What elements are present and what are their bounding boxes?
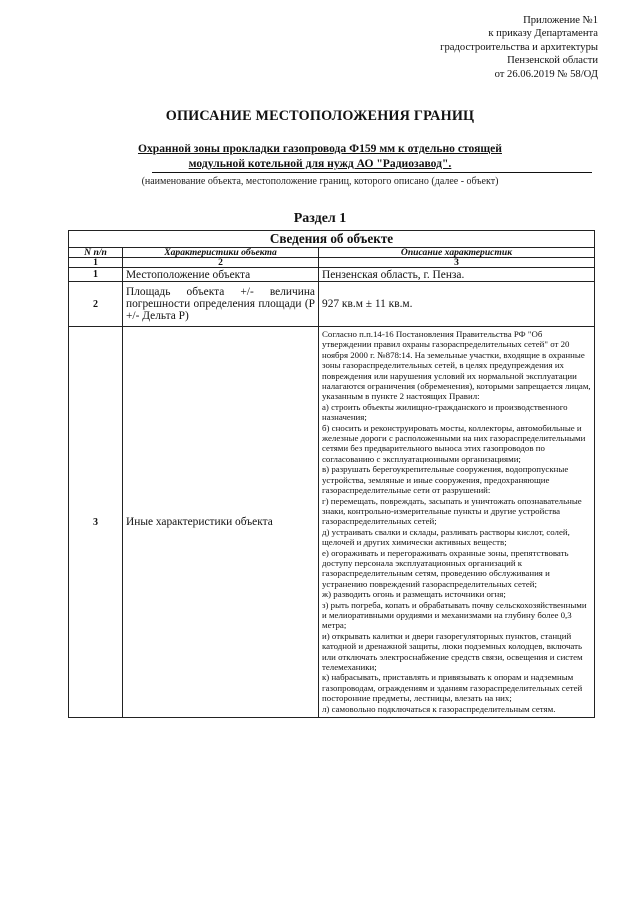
table-row (69, 327, 595, 718)
annex-line: градостроительства и архитектуры (440, 41, 598, 53)
section-title: Раздел 1 (293, 211, 347, 226)
subject-note: (наименование объекта, местоположение границ, которого описано (далее - объект) (141, 176, 499, 187)
table-row (69, 282, 595, 327)
restriction-paragraph: к) набрасывать, приставлять и привязывать к опорам и надземным газопроводам, ограждениям и зданиям газораспределительных сетей посторонние предметы, лестницы, влезать на них; (322, 672, 583, 704)
annex-line: к приказу Департамента (488, 28, 598, 40)
column-number: 3 (319, 258, 595, 268)
row-number: 2 (69, 282, 123, 327)
restriction-paragraph: ж) разводить огонь и размещать источники огня; (322, 589, 506, 600)
restriction-paragraph: Согласно п.п.14-16 Постановления Правительства РФ "Об утверждении правил охраны газораспределительных сетей" от 20 ноября 2000 г. №878:14. На земельные участки, входящие в охранные зоны газораспределительных сетей, в целях предупреждения их повреждения или нарушения условий их нормальной эксплуатации налагаются ограничения (обременения), которыми запрещается лицам, указанным в пункте 2 настоящих Правил: (322, 329, 591, 402)
column-number-row (69, 258, 595, 268)
row-characteristic: Иные характеристики объекта (123, 327, 319, 718)
restriction-paragraph: л) самовольно подключаться к газораспределительным сетям. (322, 703, 556, 714)
restriction-paragraph: а) строить объекты жилищно-гражданского и производственного назначения; (322, 401, 568, 423)
row-description: Пензенская область, г. Пенза. (319, 268, 595, 282)
restriction-paragraph: г) перемещать, повреждать, засыпать и уничтожать опознавательные знаки, контрольно-измерительные пункты и другие устройства газораспределительных сетей; (322, 495, 582, 527)
restriction-paragraph: з) рыть погреба, копать и обрабатывать почву сельскохозяйственными и мелиоративными орудиями и механизмами на глубину более 0,3 метра; (322, 599, 587, 631)
annex-line: Приложение №1 (523, 15, 598, 26)
annex-line: Пензенской области (507, 55, 598, 67)
row-number: 3 (69, 327, 123, 718)
annex-block (338, 14, 598, 81)
table-header-row (69, 248, 595, 258)
subject-heading (80, 141, 560, 171)
column-number: 1 (69, 258, 123, 268)
table-title: Сведения об объекте (69, 231, 595, 248)
column-number: 2 (123, 258, 319, 268)
subject-line: модульной котельной для нужд АО "Радиозавод". (188, 157, 452, 170)
restriction-paragraph: в) разрушать берегоукрепительные сооружения, водопропускные устройства, земляные и иные сооружения, предохраняющие газораспределительные сети от разрушений: (322, 464, 569, 496)
document-title: ОПИСАНИЕ МЕСТОПОЛОЖЕНИЯ ГРАНИЦ (165, 108, 475, 124)
restriction-paragraph: б) сносить и реконструировать мосты, коллекторы, автомобильные и железные дороги с расположенными на них газораспределительными сетями без предварительного выноса этих газопроводов по согласованию с эксплуатационными организациями; (322, 422, 586, 464)
row-description (319, 327, 595, 718)
header-cell: N п/п (69, 248, 123, 258)
table-row (69, 268, 595, 282)
subject-rule (152, 172, 592, 173)
header-cell: Описание характеристик (319, 248, 595, 258)
restriction-paragraph: и) открывать калитки и двери газорегуляторных пунктов, станций катодной и дренажной защиты, люки подземных колодцев, включать или отключать электроснабжение средств связи, освещения и систем телемеханики; (322, 630, 583, 672)
row-number: 1 (69, 268, 123, 282)
object-info-table (68, 230, 595, 718)
row-characteristic: Местоположение объекта (123, 268, 319, 282)
row-characteristic: Площадь объекта +/- величина погрешности определения площади (Р +/- Дельта Р) (123, 282, 319, 327)
restriction-paragraph: д) устраивать свалки и склады, разливать растворы кислот, солей, щелочей и других химически активных веществ; (322, 526, 570, 548)
restriction-paragraph: е) огораживать и перегораживать охранные зоны, препятствовать доступу персонала эксплуатационных организаций к газораспределительным сетям, проведению обслуживания и устранению повреждений газораспределительных сетей; (322, 547, 569, 589)
header-cell: Характеристики объекта (123, 248, 319, 258)
subject-line: Охранной зоны прокладки газопровода Ф159 мм к отдельно стоящей (137, 142, 502, 155)
annex-line: от 26.06.2019 № 58/ОД (494, 68, 598, 80)
row-description: 927 кв.м ± 11 кв.м. (319, 282, 595, 327)
